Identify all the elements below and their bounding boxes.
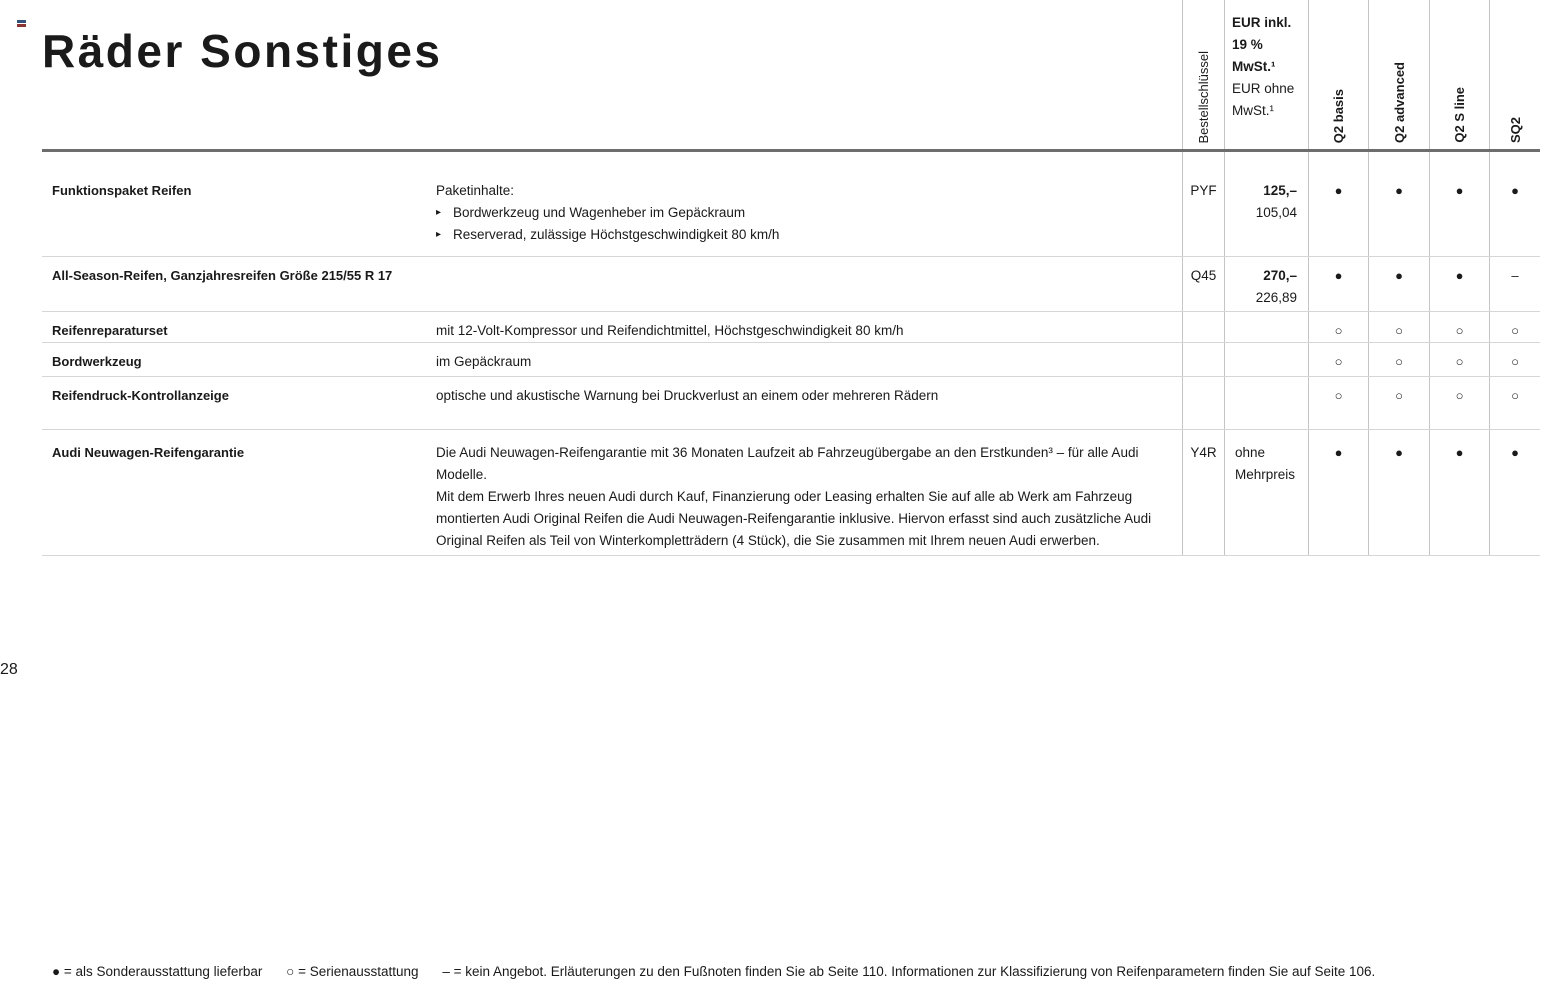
row-description: mit 12-Volt-Kompressor und Reifendichtmittel, Höchstgeschwindigkeit 80 km/h <box>436 323 904 338</box>
availability-cell: ○ <box>1489 377 1540 429</box>
availability-cell: ○ <box>1429 377 1489 429</box>
availability-cell: ○ <box>1489 343 1540 376</box>
row-name: Audi Neuwagen-Reifengarantie <box>52 445 245 460</box>
footnote-legend <box>52 964 1375 979</box>
price-net: 226,89 <box>1255 290 1297 305</box>
bookmark-bar-top <box>17 20 26 23</box>
table-row <box>42 377 1540 430</box>
header-model-q2-basis <box>1308 0 1368 149</box>
price-header-line-1: EUR inkl. <box>1232 14 1292 30</box>
price-cell <box>1224 152 1308 256</box>
bullet-text: Bordwerkzeug und Wagenheber im Gepäckraum <box>453 205 746 220</box>
row-description <box>436 152 1182 256</box>
bullet-item <box>436 224 1170 246</box>
availability-cell: ● <box>1489 430 1540 555</box>
table-row <box>42 430 1540 556</box>
description-paragraph: Mit dem Erwerb Ihres neuen Audi durch Kauf, Finanzierung oder Leasing erhalten Sie auf alle ab Werk am Fahrzeug montierten Audi Original Reifen die Audi Neuwagen-Reifengarantie inklusive. Hiervon erfasst sind auch zusätzliche Audi Original Reifen als Teil von Winterkompletträdern (4 Stück), die Sie zusammen mit Ihrem neuen Audi erwerben. <box>436 489 1152 548</box>
price-header-line-2: 19 % MwSt.¹ <box>1232 36 1276 74</box>
page-title: Räder Sonstiges <box>42 24 443 77</box>
availability-cell: ● <box>1429 430 1489 555</box>
package-contents-label: Paketinhalte: <box>436 183 515 198</box>
legend-not-available-note: – = kein Angebot. Erläuterungen zu den Fußnoten finden Sie ab Seite 110. Informationen zur Klassifizierung von Reifenparametern finden Sie auf Seite 106. <box>442 964 1376 979</box>
availability-cell: ● <box>1308 152 1368 256</box>
price-net: 105,04 <box>1255 205 1297 220</box>
order-code-cell <box>1182 312 1224 342</box>
availability-cell: ● <box>1429 152 1489 256</box>
row-name: Bordwerkzeug <box>52 354 142 369</box>
header-price-column <box>1224 0 1308 149</box>
order-code-cell: PYF <box>1182 152 1224 256</box>
availability-cell: ○ <box>1368 312 1429 342</box>
availability-cell: ○ <box>1308 343 1368 376</box>
price-header-line-4: MwSt.¹ <box>1232 102 1274 118</box>
availability-cell: ○ <box>1308 377 1368 429</box>
bookmark-icon <box>17 20 26 29</box>
availability-cell: – <box>1489 257 1540 311</box>
availability-cell: ○ <box>1308 312 1368 342</box>
availability-cell: ○ <box>1429 312 1489 342</box>
legend-optional-equipment: ● = als Sonderausstattung lieferbar <box>52 964 263 979</box>
price-table <box>42 0 1540 556</box>
price-cell <box>1224 312 1308 342</box>
row-name: Reifendruck-Kontrollanzeige <box>52 388 229 403</box>
header-model-q2-s-line <box>1429 0 1489 149</box>
price-cell <box>1224 343 1308 376</box>
row-name: Reifenreparaturset <box>52 323 168 338</box>
row-description: optische und akustische Warnung bei Druckverlust an einem oder mehreren Rädern <box>436 388 939 403</box>
price-cell <box>1224 430 1308 555</box>
availability-cell: ○ <box>1489 312 1540 342</box>
row-description: im Gepäckraum <box>436 354 532 369</box>
model-label-q2-advanced: Q2 advanced <box>1391 62 1407 143</box>
availability-cell: ● <box>1308 257 1368 311</box>
price-gross: 270,– <box>1263 268 1297 283</box>
header-model-q2-advanced <box>1368 0 1429 149</box>
row-name: Funktionspaket Reifen <box>52 183 192 198</box>
availability-cell: ● <box>1368 257 1429 311</box>
description-paragraph: Die Audi Neuwagen-Reifengarantie mit 36 Monaten Laufzeit ab Fahrzeugübergabe an den Erstkunden³ – für alle Audi Modelle. <box>436 445 1139 482</box>
bookmark-bar-bottom <box>17 24 26 27</box>
availability-cell: ● <box>1429 257 1489 311</box>
availability-cell: ○ <box>1368 377 1429 429</box>
price-cell <box>1224 377 1308 429</box>
page-number: 28 <box>0 661 18 678</box>
header-model-sq2 <box>1489 0 1540 149</box>
order-code-cell <box>1182 377 1224 429</box>
price-note-line-1: ohne <box>1235 445 1266 460</box>
table-row <box>42 152 1540 257</box>
price-header-line-3: EUR ohne <box>1232 80 1295 96</box>
availability-cell: ● <box>1368 152 1429 256</box>
model-label-q2-basis: Q2 basis <box>1331 88 1346 143</box>
availability-cell: ● <box>1368 430 1429 555</box>
price-gross: 125,– <box>1263 183 1297 198</box>
table-row <box>42 257 1540 312</box>
bullet-item <box>436 202 1170 224</box>
model-label-q2-s-line: Q2 S line <box>1452 87 1467 143</box>
row-name: All-Season-Reifen, Ganzjahresreifen Größe 215/55 R 17 <box>52 268 393 283</box>
order-code-cell: Q45 <box>1182 257 1224 311</box>
availability-cell: ○ <box>1368 343 1429 376</box>
price-cell <box>1224 257 1308 311</box>
bullet-icon: ▸ <box>436 229 442 240</box>
row-description <box>436 257 1182 311</box>
table-row <box>42 343 1540 377</box>
bullet-icon: ▸ <box>436 207 442 218</box>
availability-cell: ○ <box>1429 343 1489 376</box>
header-description-column <box>436 0 1182 149</box>
availability-cell: ● <box>1308 430 1368 555</box>
header-order-code-column <box>1182 0 1224 149</box>
row-description <box>436 430 1182 555</box>
table-row <box>42 312 1540 343</box>
price-note-line-2: Mehrpreis <box>1235 467 1296 482</box>
legend-standard-equipment: ○ = Serienausstattung <box>286 964 419 979</box>
order-code-header-label: Bestellschlüssel <box>1196 50 1211 143</box>
bullet-text: Reserverad, zulässige Höchstgeschwindigkeit 80 km/h <box>453 227 780 242</box>
order-code-cell <box>1182 343 1224 376</box>
model-label-sq2: SQ2 <box>1507 116 1523 143</box>
order-code-cell: Y4R <box>1182 430 1224 555</box>
availability-cell: ● <box>1489 152 1540 256</box>
